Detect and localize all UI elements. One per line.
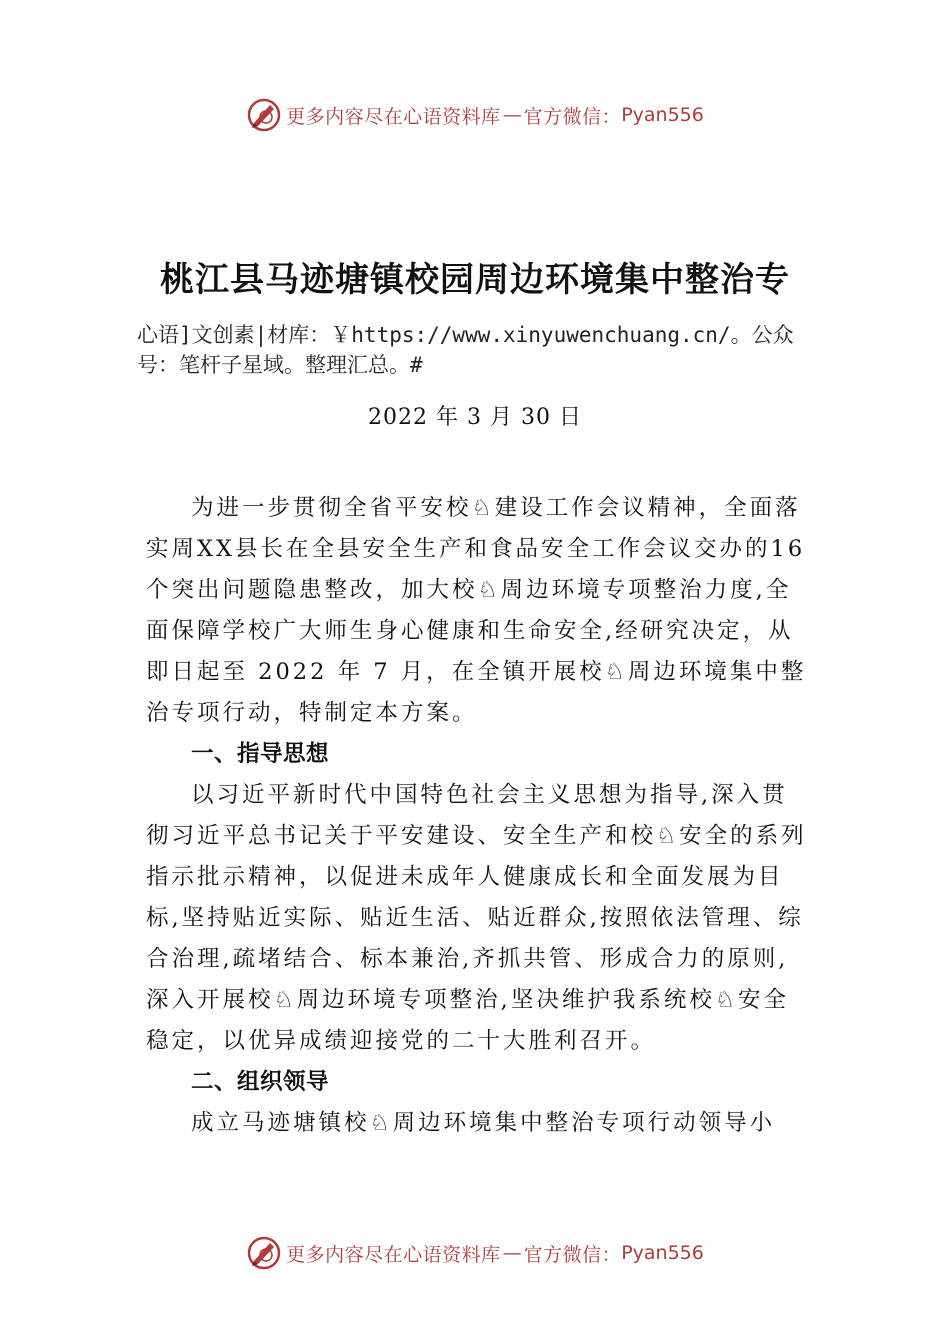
banner-main-text: 更多内容尽在心语资料库 — [286, 105, 501, 128]
pen-logo-icon — [246, 97, 282, 133]
banner-dash: — — [502, 104, 522, 126]
section-heading-guiding-thought: 一、指导思想 — [191, 741, 330, 767]
section-paragraph-organization: 成立马迹塘镇校♘周边环境集中整治专项行动领导小 — [191, 1110, 776, 1136]
header-banner — [0, 95, 950, 135]
banner-wechat-id: Pyan556 — [621, 1242, 704, 1264]
banner-wechat-label: 官方微信： — [523, 1243, 622, 1266]
banner-wechat-label: 官方微信： — [523, 105, 622, 128]
document-body — [146, 488, 811, 1144]
intro-paragraph: 为进一步贯彻全省平安校♘建设工作会议精神，全面落实周XX县长在全县安全生产和食品安全工作会议交办的16个突出问题隐患整改，加大校♘周边环境专项整治力度,全面保障学校广大师生身心健康和生命安全,经研究决定，从即日起至 2022 年 7 月，在全镇开展校♘周边环境集中整治专项行动，特制定本方案。 — [146, 495, 807, 726]
pen-logo-icon — [246, 1235, 282, 1271]
document-date: 2022 年 3 月 30 日 — [368, 405, 582, 430]
section-paragraph-guiding-thought: 以习近平新时代中国特色社会主义思想为指导,深入贯彻习近平总书记关于平安建设、安全生产和校♘安全的系列指示批示精神，以促进未成年人健康成长和全面发展为目标,坚持贴近实际、贴近生活、贴近群众,按照依法管理、综合治理,疏堵结合、标本兼治,齐抓共管、形成合力的原则,深入开展校♘周边环境专项整治,坚决维护我系统校♘安全稳定，以优异成绩迎接党的二十大胜利召开。 — [146, 782, 807, 1054]
footer-banner — [0, 1233, 950, 1273]
banner-wechat-id: Pyan556 — [621, 104, 704, 126]
banner-dash: — — [502, 1242, 522, 1264]
banner-main-text: 更多内容尽在心语资料库 — [286, 1243, 501, 1266]
section-heading-organization: 二、组织领导 — [191, 1069, 330, 1095]
source-line: 心语]文创素|材库：￥https://www.xinyuwenchuang.cn/。公众号：笔杆子星域。整理汇总。# — [137, 323, 794, 377]
document-title: 桃江县马迹塘镇校园周边环境集中整治专 — [160, 260, 790, 300]
